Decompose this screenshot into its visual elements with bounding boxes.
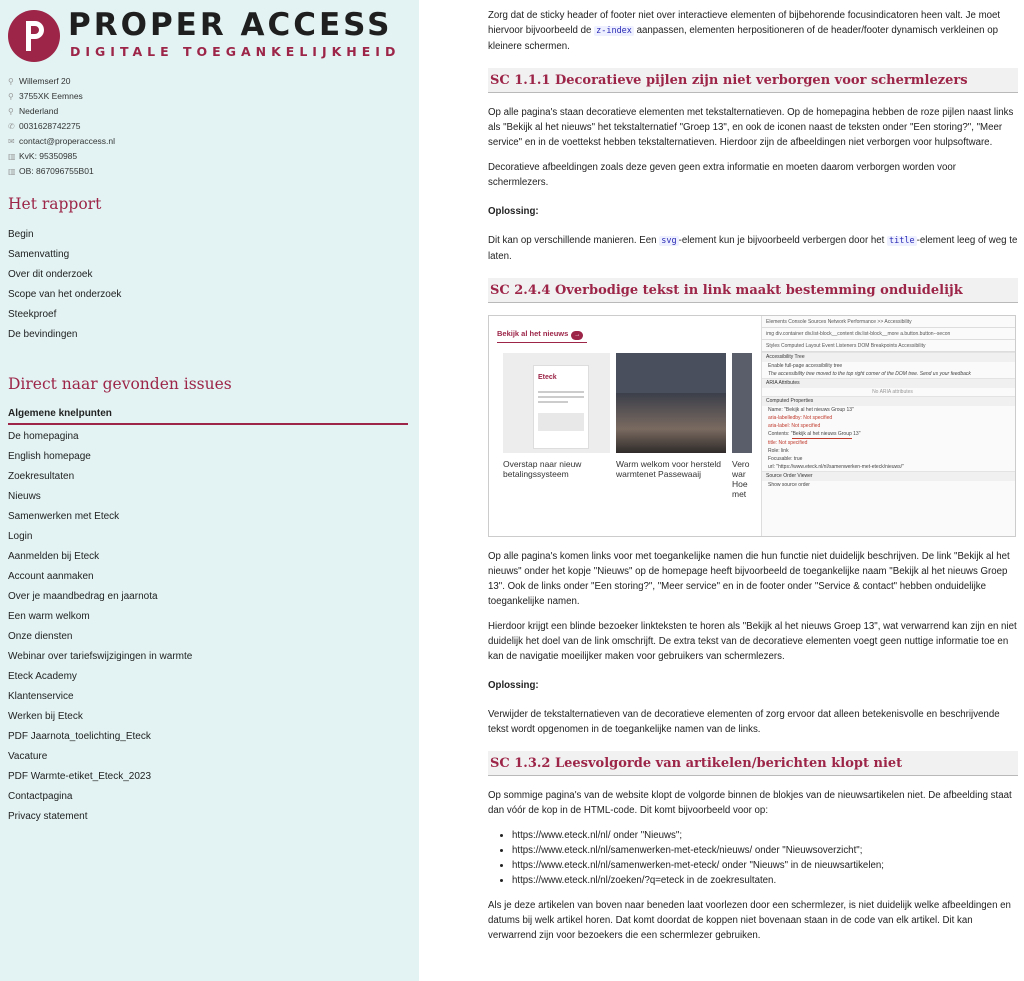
text: Zorg dat de sticky header of footer niet over interactieve elementen of bijbehorende focusindicatoren heen valt. Je moet hiervoor bijvoorbeeld de [488, 10, 1001, 36]
nav-item-begin[interactable]: Begin [8, 229, 34, 240]
pin-icon: ⚲ [8, 107, 14, 116]
list-item: • https://www.eteck.nl/nl/samenwerken-met-eteck/ onder "Nieuws" in de nieuwsartikelen; [512, 858, 1018, 873]
contact-text[interactable]: 0031628742275 [19, 121, 81, 131]
solution-label: Oplossing: [488, 206, 539, 217]
inline-code: z-index [596, 26, 632, 36]
nav-item-algemene-knelpunten[interactable]: Algemene knelpunten [8, 405, 408, 425]
text: aanpassen, elementen herpositioneren of de header/footer dynamisch verkleinen op kleinere schermen. [488, 25, 998, 52]
pin-icon: ⚲ [8, 77, 14, 86]
list-item: • https://www.eteck.nl/nl/samenwerken-met-eteck/nieuws/ onder "Nieuwsoverzicht"; [512, 843, 1018, 858]
intro-paragraph [488, 8, 1018, 54]
nav-item-issue[interactable]: Contactpagina [8, 791, 73, 802]
inline-code: svg [661, 236, 677, 246]
devtools-panel [761, 316, 1016, 537]
paragraph: Hierdoor krijgt een blinde bezoeker linkteksten te horen als "Bekijk al het nieuws Groep 13", wat verwarrend kan zijn en niet duidelijk het doel van de link omschrijft. De extra tekst van de decoratieve elementen voegt geen nuttige informatie toe en kan de navigatie moeilijker maken voor gebruikers van schermlezers. [488, 621, 1017, 662]
devtools-row: The accessibility tree moved to the top right corner of the DOM tree. Send us your feedback [768, 371, 971, 377]
sc-heading: SC 1.3.2 Leesvolgorde van artikelen/berichten klopt niet [488, 751, 1018, 776]
solution-paragraph: Verwijder de tekstalternatieven van de decoratieve elementen of zorg ervoor dat alleen betekenisvolle en beschrijvende tekst wordt opgenomen in de toegankelijke namen van de links. [488, 709, 1000, 735]
devtools-breadcrumb: img div.container div.list-block__content div.list-block__more a.button.button--secon [762, 328, 1016, 340]
nav-item-issue[interactable]: Privacy statement [8, 811, 88, 822]
nav-item-issue[interactable]: Over je maandbedrag en jaarnota [8, 591, 158, 602]
logo[interactable] [8, 8, 411, 66]
contact-text: OB: 867096755B01 [19, 166, 94, 176]
paragraph: Op alle pagina's komen links voor met toegankelijke namen die hun functie niet duidelijk beschrijven. De link "Bekijk al het nieuws" onder het kopje "Nieuws" op de homepage heeft bijvoorbeeld de toegankelijke naam "Bekijk al het nieuws Groep 13". Ook de links onder "Een storing?", "Meer service" en in de footer onder "Service & contact" hebben onduidelijke toegankelijke namen. [488, 551, 1010, 607]
devtools-tabs: Elements Console Sources Network Performance >> Accessibility [762, 316, 1016, 328]
document-icon [533, 365, 589, 449]
building-icon: ▥ [8, 152, 16, 161]
devtools-row: Focusable: true [768, 456, 803, 462]
brand-subtitle: DIGITALE TOEGANKELIJKHEID [70, 44, 401, 59]
rapport-nav [8, 225, 411, 345]
contact-phone[interactable] [8, 119, 411, 134]
nav-item-issue[interactable]: Vacature [8, 751, 48, 762]
nav-item-over-onderzoek[interactable]: Over dit onderzoek [8, 269, 93, 280]
nav-item-issue[interactable]: Login [8, 531, 33, 542]
nav-item-issue[interactable]: Een warm welkom [8, 611, 90, 622]
phone-icon: ✆ [8, 122, 15, 131]
nav-item-issue[interactable]: Klantenservice [8, 691, 74, 702]
devtools-row: No ARIA attributes [872, 389, 913, 395]
paragraph: Als je deze artikelen van boven naar beneden laat voorlezen door een schermlezer, is niet duidelijk welke afbeeldingen en datums bij welk artikel horen. Dat komt doordat de koppen niet bovenaan staan in de code van elk artikel. Dit kan verwarrend zijn voor bezoekers die een schermlezer gebruiken. [488, 900, 1011, 941]
contact-postcode [8, 89, 411, 104]
devtools-row: Role: link [768, 448, 789, 454]
news-caption: Overstap naar nieuw betalingssysteem [503, 459, 582, 479]
paragraph: Decoratieve afbeeldingen zoals deze geven geen extra informatie en moeten daarom verborgen worden voor schermlezers. [488, 162, 956, 188]
contact-kvk [8, 149, 411, 164]
devtools-section: ARIA Attributes [762, 378, 1016, 388]
rapport-heading: Het rapport [8, 195, 102, 213]
contact-email[interactable] [8, 134, 411, 149]
devtools-row: aria-label: Not specified [768, 423, 821, 429]
homepage-news-preview [497, 326, 749, 526]
url-list [512, 828, 1018, 888]
divider [497, 342, 587, 343]
arrow-icon: → [571, 331, 583, 340]
nav-item-issue[interactable]: Nieuws [8, 491, 41, 502]
issues-nav [8, 405, 411, 827]
nav-item-issue[interactable]: PDF Warmte-etiket_Eteck_2023 [8, 771, 152, 782]
list-item: • https://www.eteck.nl/nl/ onder "Nieuws"; [512, 828, 1018, 843]
nav-item-issue[interactable]: Werken bij Eteck [8, 711, 83, 722]
crowd-photo [616, 393, 726, 453]
nav-item-issue[interactable]: Zoekresultaten [8, 471, 75, 482]
devtools-section: Source Order Viewer [762, 471, 1016, 481]
sidebar [0, 0, 419, 981]
mail-icon: ✉ [8, 137, 15, 146]
nav-item-scope[interactable]: Scope van het onderzoek [8, 289, 122, 300]
nav-item-samenvatting[interactable]: Samenvatting [8, 249, 70, 260]
devtools-row: Name: "Bekijk al het nieuws Group 13" [768, 407, 854, 413]
text: -element kun je bijvoorbeeld verbergen door het [678, 235, 888, 246]
text: Dit kan op verschillende manieren. Een [488, 235, 660, 246]
contact-ob [8, 164, 411, 179]
news-card-image [732, 353, 752, 453]
issues-heading: Direct naar gevonden issues [8, 375, 232, 393]
solution-paragraph [488, 233, 1018, 264]
nav-item-issue[interactable]: Eteck Academy [8, 671, 77, 682]
doc-label: Eteck [538, 374, 557, 381]
building-icon: ▥ [8, 167, 16, 176]
sc-heading: SC 1.1.1 Decoratieve pijlen zijn niet verborgen voor schermlezers [488, 68, 1018, 93]
devtools-row: title: Not specified [768, 440, 808, 446]
news-card-image [616, 353, 726, 453]
contact-street [8, 74, 411, 89]
main-content [488, 0, 1018, 953]
nav-item-issue[interactable]: Onze diensten [8, 631, 73, 642]
nav-item-issue[interactable]: Account aanmaken [8, 571, 94, 582]
brand-title: PROPER ACCESS [68, 7, 393, 43]
solution-label: Oplossing: [488, 680, 539, 691]
list-item: • https://www.eteck.nl/nl/zoeken/?q=eteck in de zoekresultaten. [512, 873, 1018, 888]
nav-item-issue[interactable]: English homepage [8, 451, 91, 462]
devtools-row: Contents: "Bekijk al het nieuws Group 13" [768, 431, 861, 437]
text: -element leeg of weg te laten. [488, 235, 1018, 262]
devtools-section: Computed Properties [762, 396, 1016, 406]
devtools-section: Accessibility Tree [762, 352, 1016, 362]
contact-text: Nederland [19, 106, 59, 116]
devtools-row: Show source order [768, 482, 810, 488]
inline-code: title [889, 236, 915, 246]
nav-item-issue[interactable]: Aanmelden bij Eteck [8, 551, 100, 562]
devtools-row: url: "https://www.eteck.nl/nl/samenwerken-met-eteck/nieuws/" [768, 464, 904, 470]
contact-text: 3755XK Eemnes [19, 91, 83, 101]
nav-item-issue[interactable]: Webinar over tariefswijzigingen in warmte [8, 651, 193, 662]
paragraph: Op sommige pagina's van de website klopt de volgorde binnen de blokjes van de nieuwsartikelen niet. De afbeelding staat dan vóór de kop in de HTML-code. Dit komt bijvoorbeeld voor op: [488, 790, 1012, 816]
contact-country [8, 104, 411, 119]
logo-mark-icon [8, 10, 60, 62]
nav-item-steekproef[interactable]: Steekproef [8, 309, 57, 320]
devtools-row: aria-labelledby: Not specified [768, 415, 833, 421]
news-caption: Warm welkom voor hersteld warmtenet Passewaaij [616, 459, 722, 479]
devtools-row: Enable full-page accessibility tree [768, 363, 843, 369]
contact-text: Willemserf 20 [19, 76, 71, 86]
nav-item-issue[interactable]: Samenwerken met Eteck [8, 511, 120, 522]
devtools-subtabs: Styles Computed Layout Event Listeners DOM Breakpoints Accessibility [762, 340, 1016, 352]
news-link [497, 326, 749, 341]
nav-item-issue[interactable]: De homepagina [8, 431, 79, 442]
link-text: Bekijk al het nieuws [497, 329, 569, 338]
news-caption: Vero war Hoe met [732, 459, 750, 499]
contact-text: KvK: 95350985 [19, 151, 78, 161]
nav-item-issue[interactable]: PDF Jaarnota_toelichting_Eteck [8, 731, 151, 742]
pin-icon: ⚲ [8, 92, 14, 101]
nav-item-bevindingen[interactable]: De bevindingen [8, 329, 78, 340]
contact-info [8, 74, 411, 179]
sc-heading: SC 2.4.4 Overbodige tekst in link maakt bestemming onduidelijk [488, 278, 1018, 303]
screenshot-figure [488, 315, 1016, 537]
contact-text[interactable]: contact@properaccess.nl [19, 136, 116, 146]
news-card-image [503, 353, 610, 453]
paragraph: Op alle pagina's staan decoratieve elementen met tekstalternatieven. Op de homepagina hebben de roze pijlen naast links als "Bekijk al het nieuws" het tekstalternatief "Groep 13", en ook de iconen naast de teksten onder "Een storing?", "Meer service" en in de voettekst hebben tekstalternatieven. Hierdoor zijn de afbeeldingen niet verborgen voor hulpsoftware. [488, 107, 1014, 148]
